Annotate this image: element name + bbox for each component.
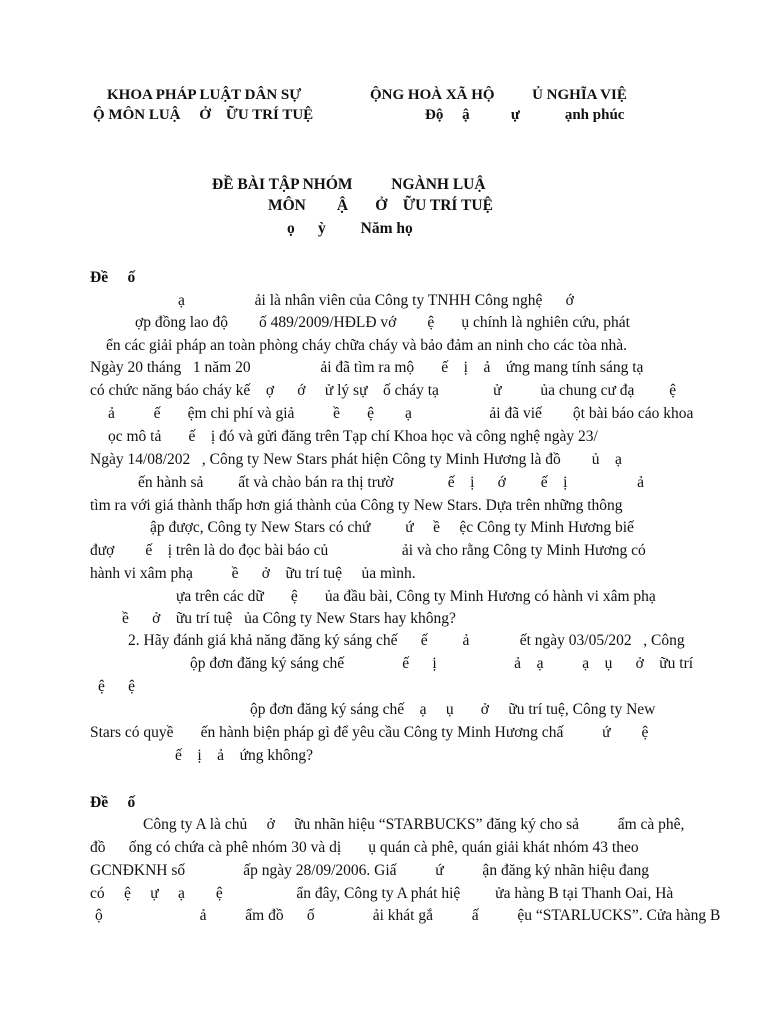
- header-faculty: KHOA PHÁP LUẬT DÂN SỰ: [107, 87, 302, 103]
- section1-line: tìm ra với giá thành thấp hơn giá thành của Công ty New Stars. Dựa trên những thông: [90, 497, 623, 514]
- header-department: Ộ MÔN LUẬ Ở ỮU TRÍ TUỆ: [93, 107, 314, 123]
- doc-title-line1: ĐỀ BÀI TẬP NHÓM NGÀNH LUẬ: [212, 176, 486, 193]
- section1-line: ựa trên các dữ ệ ủa đầu bài, Công ty Minh Hương có hành vi xâm phạ: [176, 588, 656, 605]
- section1-line: ệ ệ: [98, 678, 136, 695]
- section2-line: Công ty A là chủ ở ữu nhãn hiệu “STARBUCKS” đăng ký cho sả ẩm cà phê,: [143, 816, 685, 833]
- section1-line: hành vi xâm phạ ề ở ữu trí tuệ ủa mình.: [90, 565, 416, 582]
- doc-title-line3: ọ ỳ Năm họ: [287, 220, 413, 237]
- header-motto: Độ ậ ự ạnh phúc: [425, 107, 625, 123]
- header-national-title: ỘNG HOÀ XÃ HỘ Ủ NGHĨA VIỆ: [370, 87, 627, 103]
- section1-line: ọc mô tả ế ị đó và gửi đăng trên Tạp chí Khoa học và công nghệ ngày 23/: [108, 428, 598, 445]
- section1-line: ế ị ả ứng không?: [175, 747, 313, 764]
- section2-line: ộ ả ẩm đồ ố ải khát gắ ấ ệu “STARLUCKS”. Cửa hàng B: [95, 907, 721, 924]
- section1-line: ả ế ệm chi phí và giả ề ệ ạ ải đã viế ột bài báo cáo khoa: [108, 405, 694, 422]
- section1-line: ến hành sả ất và chào bán ra thị trườ ế ị ớ ế ị ả: [138, 474, 645, 491]
- section1-line: ển các giải pháp an toàn phòng cháy chữa cháy và bảo đảm an ninh cho các tòa nhà.: [106, 337, 627, 354]
- section1-line: có chức năng báo cháy kế ợ ớ ử lý sự ố cháy tạ ử ủa chung cư đạ ệ: [90, 382, 677, 399]
- section1-line: ập được, Công ty New Stars có chứ ứ ề ệc Công ty Minh Hương biế: [150, 519, 634, 536]
- section2-heading: Đề ố: [90, 794, 136, 811]
- section1-line: Ngày 14/08/202 , Công ty New Stars phát hiện Công ty Minh Hương là đồ ủ ạ: [90, 451, 622, 468]
- section1-line: ộp đơn đăng ký sáng chế ế ị ả ạ ạ ụ ở ữu trí: [190, 655, 694, 672]
- section2-line: đồ ống có chứa cà phê nhóm 30 và dị ụ quán cà phê, quán giải khát nhóm 43 theo: [90, 839, 639, 856]
- section1-line: ề ở ữu trí tuệ ủa Công ty New Stars hay không?: [122, 610, 456, 627]
- section2-line: có ệ ự ạ ệ ẩn đây, Công ty A phát hiệ ửa hàng B tại Thanh Oai, Hà: [90, 885, 674, 902]
- section2-line: GCNĐKNH số ấp ngày 28/09/2006. Giấ ứ ận đăng ký nhãn hiệu đang: [90, 862, 650, 879]
- section1-line: ộp đơn đăng ký sáng chế ạ ụ ở ữu trí tuệ, Công ty New: [250, 701, 656, 718]
- section1-line: ợp đồng lao độ ố 489/2009/HĐLĐ vớ ệ ụ chính là nghiên cứu, phát: [135, 314, 630, 331]
- section1-line: 2. Hãy đánh giá khả năng đăng ký sáng chế ế ả ết ngày 03/05/202 , Công: [128, 632, 685, 649]
- section1-line: Ngày 20 tháng 1 năm 20 ải đã tìm ra mộ ế ị ả ứng mang tính sáng tạ: [90, 359, 644, 376]
- section1-heading: Đề ố: [90, 269, 136, 286]
- section1-line: đượ ế ị trên là do đọc bài báo củ ải và cho rằng Công ty Minh Hương có: [90, 542, 646, 559]
- section1-line: ạ ải là nhân viên của Công ty TNHH Công nghệ ớ: [178, 292, 574, 309]
- doc-title-line2: MÔN Ậ Ở ỮU TRÍ TUỆ: [268, 197, 493, 214]
- section1-line: Stars có quyề ến hành biện pháp gì để yêu cầu Công ty Minh Hương chấ ứ ệ: [90, 724, 649, 741]
